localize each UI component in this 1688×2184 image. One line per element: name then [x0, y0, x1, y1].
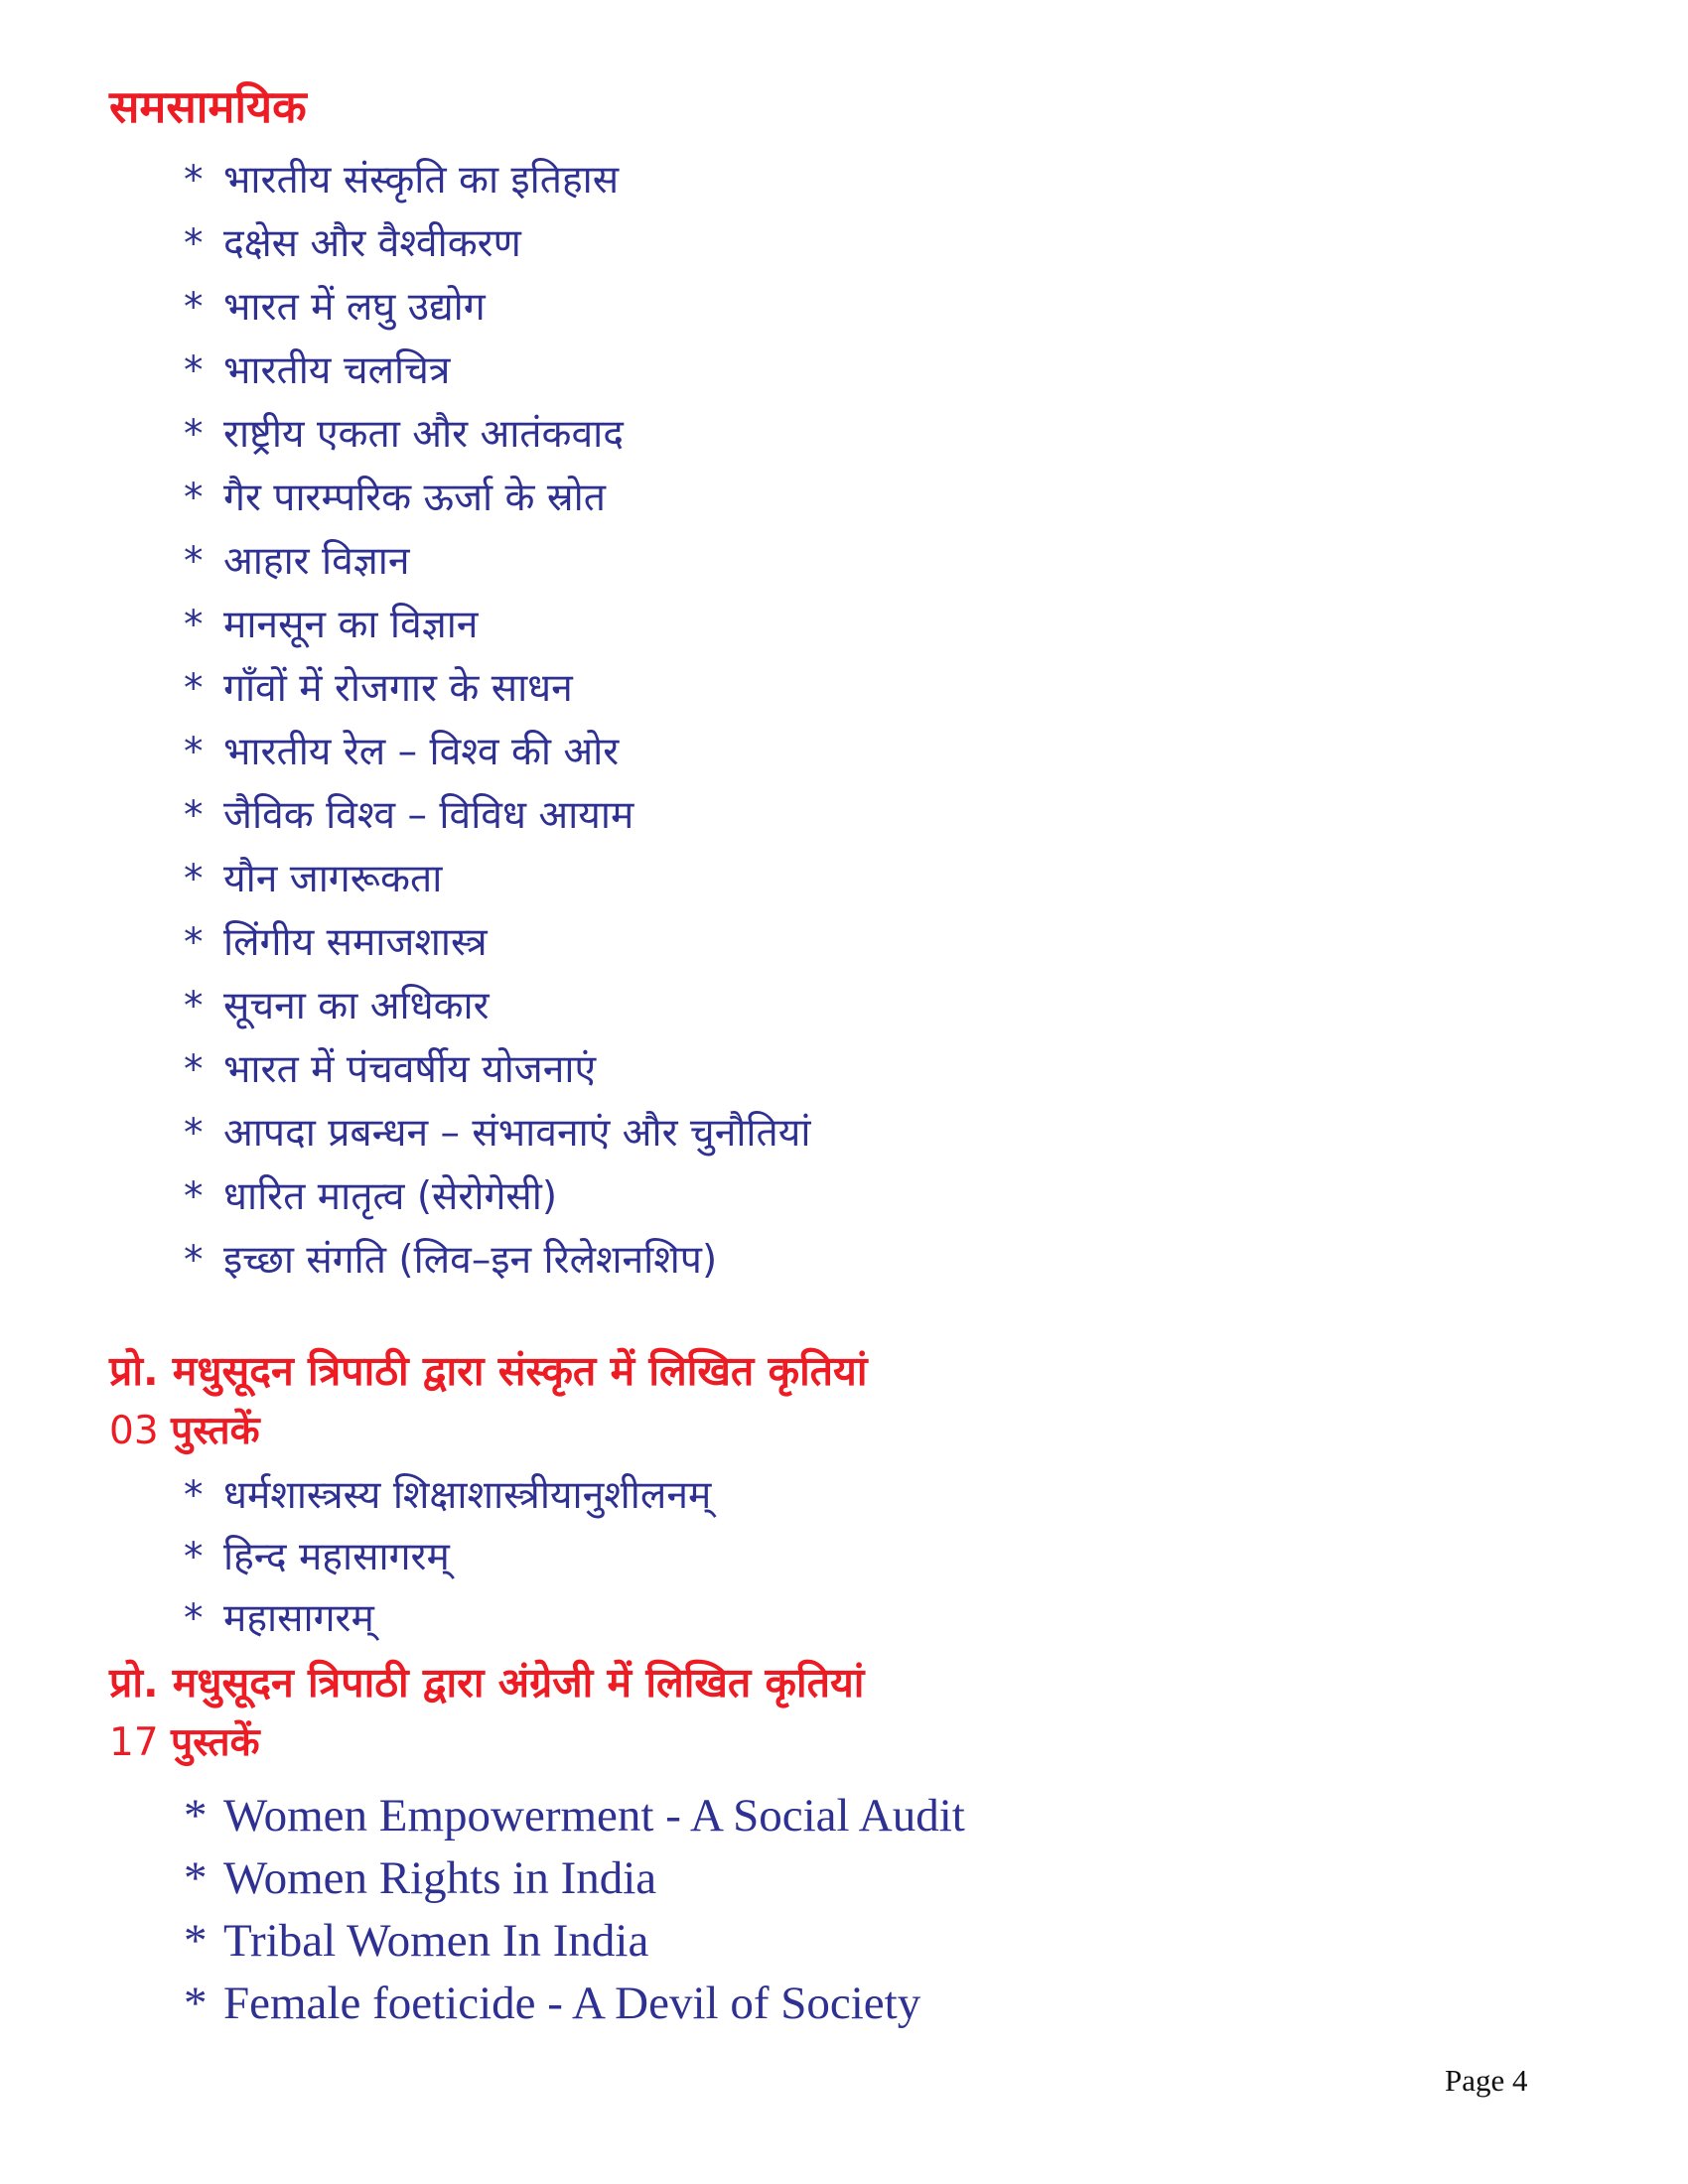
asterisk-bullet: * — [184, 983, 204, 1028]
asterisk-bullet: * — [184, 220, 204, 266]
list-item — [184, 1973, 965, 2035]
list-item — [184, 149, 965, 212]
book-title: Tribal Women In India — [223, 1914, 649, 1967]
asterisk-bullet: * — [184, 347, 204, 393]
asterisk-bullet: * — [184, 729, 204, 774]
asterisk-bullet: * — [184, 1110, 204, 1156]
book-title: आहार विज्ञान — [223, 538, 410, 584]
list-item — [184, 340, 965, 403]
book-title: मानसून का विज्ञान — [223, 602, 479, 647]
list-item — [184, 1165, 965, 1229]
asterisk-bullet: * — [184, 1472, 204, 1518]
list-item — [184, 1785, 965, 1847]
list-item — [184, 784, 965, 848]
count-word: पुस्तकें — [171, 1408, 260, 1453]
asterisk-bullet: * — [184, 602, 204, 647]
asterisk-bullet: * — [184, 1851, 208, 1904]
book-title: गाँवों में रोजगार के साधन — [223, 665, 573, 711]
asterisk-bullet: * — [184, 538, 204, 584]
list-item — [184, 1465, 965, 1527]
list-item — [184, 212, 965, 276]
list-item — [184, 276, 965, 340]
section-heading-english-works: प्रो. मधुसूदन त्रिपाठी द्वारा अंग्रेजी में लिखित कृतियां — [109, 1658, 865, 1706]
sanskrit-book-count — [109, 1409, 965, 1455]
english-books-list — [184, 1785, 965, 2035]
section-heading-contemporary: समसामयिक — [109, 80, 307, 133]
book-title: धारित मातृत्व (सेरोगेसी) — [223, 1173, 558, 1219]
asterisk-bullet: * — [184, 1789, 208, 1842]
book-title: Women Rights in India — [223, 1851, 657, 1904]
list-item — [184, 975, 965, 1038]
book-title: गैर पारम्परिक ऊर्जा के स्रोत — [223, 475, 606, 520]
book-title: सूचना का अधिकार — [223, 983, 490, 1028]
page-number: Page 4 — [1445, 2063, 1528, 2098]
asterisk-bullet: * — [184, 284, 204, 330]
asterisk-bullet: * — [184, 1534, 204, 1579]
book-title: भारत में लघु उद्योग — [223, 284, 486, 330]
list-item — [184, 403, 965, 467]
asterisk-bullet: * — [184, 792, 204, 838]
list-item — [184, 530, 965, 594]
count-word: पुस्तकें — [171, 1719, 260, 1765]
asterisk-bullet: * — [184, 1173, 204, 1219]
list-item — [184, 1102, 965, 1165]
book-title: भारतीय रेल – विश्व की ओर — [223, 729, 620, 774]
asterisk-bullet: * — [184, 919, 204, 965]
book-title: Female foeticide - A Devil of Society — [223, 1977, 921, 2029]
page-content — [109, 81, 965, 2035]
book-title: भारतीय संस्कृति का इतिहास — [223, 157, 620, 203]
book-title: यौन जागरूकता — [223, 856, 443, 901]
book-title: राष्ट्रीय एकता और आतंकवाद — [223, 411, 624, 457]
list-item — [184, 594, 965, 657]
asterisk-bullet: * — [184, 411, 204, 457]
book-title: लिंगीय समाजशास्त्र — [223, 919, 488, 965]
asterisk-bullet: * — [184, 1914, 208, 1967]
book-title: आपदा प्रबन्धन – संभावनाएं और चुनौतियां — [223, 1110, 811, 1156]
asterisk-bullet: * — [184, 157, 204, 203]
book-title: इच्छा संगति (लिव–इन रिलेशनशिप) — [223, 1237, 718, 1283]
book-title: भारत में पंचवर्षीय योजनाएं — [223, 1046, 597, 1092]
book-title: जैविक विश्व – विविध आयाम — [223, 792, 634, 838]
list-item — [184, 1910, 965, 1973]
sanskrit-books-list — [184, 1465, 965, 1650]
list-item — [184, 1229, 965, 1293]
asterisk-bullet: * — [184, 1237, 204, 1283]
book-title: भारतीय चलचित्र — [223, 347, 451, 393]
asterisk-bullet: * — [184, 1046, 204, 1092]
book-title: महासागरम् — [223, 1595, 374, 1641]
count-number: 03 — [109, 1408, 159, 1453]
list-item — [184, 1038, 965, 1102]
asterisk-bullet: * — [184, 475, 204, 520]
list-item — [184, 721, 965, 784]
english-book-count — [109, 1720, 965, 1767]
list-item — [184, 657, 965, 721]
asterisk-bullet: * — [184, 856, 204, 901]
asterisk-bullet: * — [184, 1595, 204, 1641]
count-number: 17 — [109, 1719, 159, 1765]
contemporary-books-list — [184, 149, 965, 1293]
book-title: धर्मशास्त्रस्य शिक्षाशास्त्रीयानुशीलनम् — [223, 1472, 712, 1518]
list-item — [184, 1527, 965, 1588]
book-title: Women Empowerment - A Social Audit — [223, 1789, 965, 1842]
book-title: हिन्द महासागरम् — [223, 1534, 450, 1579]
list-item — [184, 467, 965, 530]
asterisk-bullet: * — [184, 665, 204, 711]
list-item — [184, 911, 965, 975]
asterisk-bullet: * — [184, 1977, 208, 2029]
book-title: दक्षेस और वैश्वीकरण — [223, 220, 521, 266]
section-heading-sanskrit-works: प्रो. मधुसूदन त्रिपाठी द्वारा संस्कृत में लिखित कृतियां — [109, 1346, 868, 1395]
list-item — [184, 1847, 965, 1910]
list-item — [184, 848, 965, 911]
list-item — [184, 1588, 965, 1650]
